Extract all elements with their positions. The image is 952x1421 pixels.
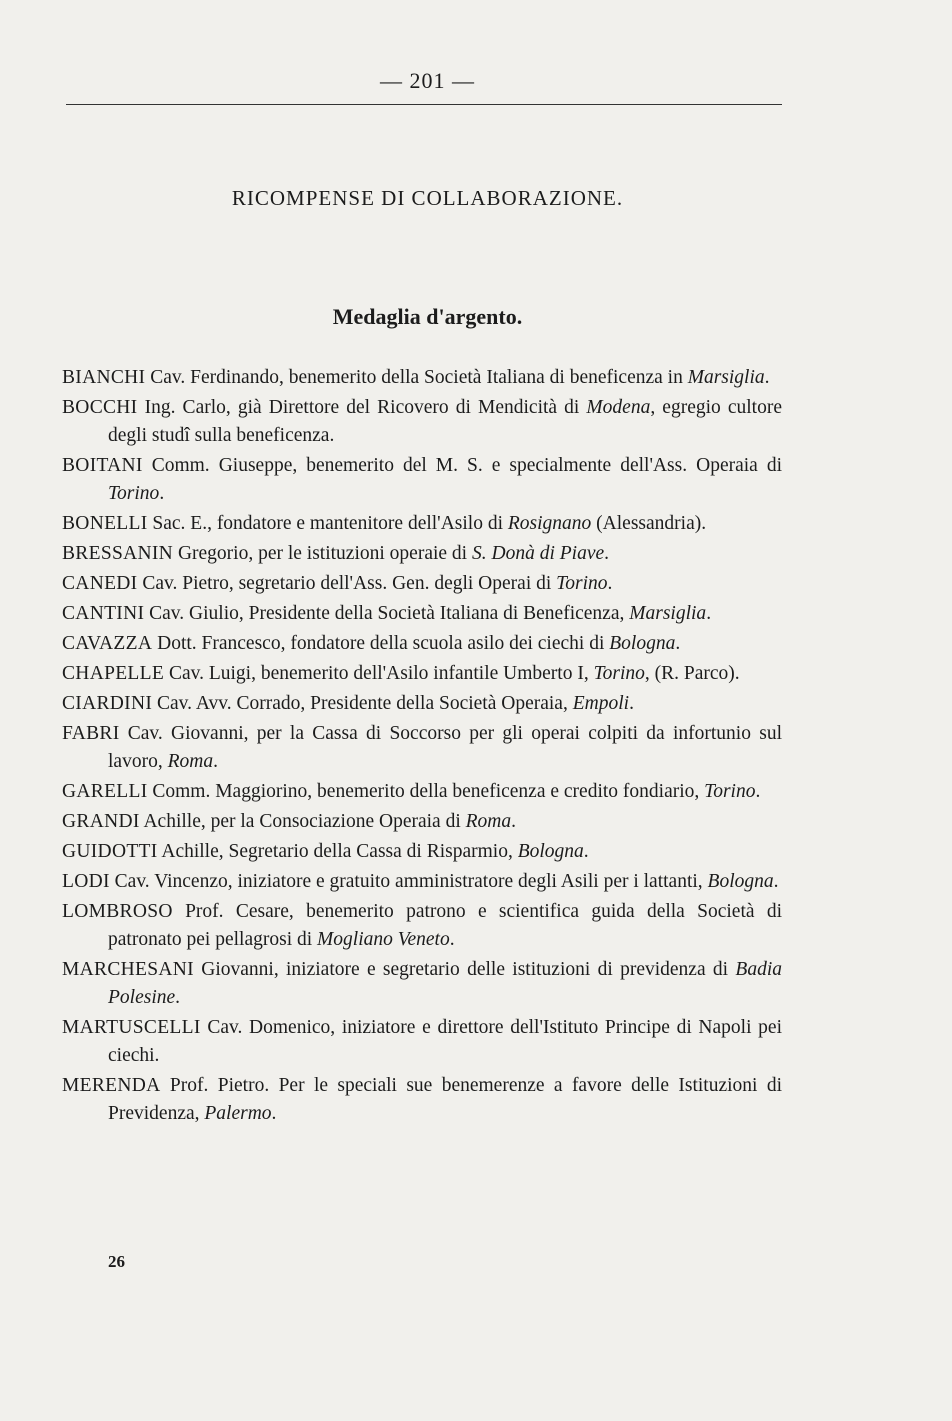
recipient-surname: CANEDI (62, 573, 138, 594)
entry-suffix: , egregio cultore degli studî sulla beneficenza. (108, 397, 783, 446)
entry-place: Palermo (204, 1103, 272, 1124)
entry-text: Prof. Cesare, benemerito patrono e scientifica guida della Società di patronato pei pellagrosi di (108, 901, 783, 950)
entry-suffix: . (271, 1103, 277, 1124)
entry-text: Cav. Luigi, benemerito dell'Asilo infantile Umberto I, (168, 663, 594, 684)
recipient-surname: GRANDI (62, 811, 140, 832)
entry-place: Roma (465, 811, 512, 832)
recipient-surname: GUIDOTTI (62, 841, 158, 862)
recipient-surname: LODI (62, 871, 110, 892)
recipient-surname: MARCHESANI (62, 959, 194, 980)
entry-suffix: . (449, 929, 455, 950)
award-list (62, 364, 782, 1130)
award-entry (62, 778, 782, 806)
subsection-title: Medaglia d'argento. (332, 304, 523, 329)
award-entry (62, 1014, 782, 1070)
entry-place: Rosignano (507, 513, 592, 534)
award-entry (62, 720, 782, 776)
entry-suffix: . (755, 781, 761, 802)
award-entry (62, 540, 782, 568)
award-entry (62, 868, 782, 896)
entry-place: Bologna (609, 633, 676, 654)
recipient-surname: BOITANI (62, 455, 143, 476)
entry-suffix: . (607, 573, 613, 594)
award-entry (62, 364, 782, 392)
award-entry (62, 808, 782, 836)
entry-text: Cav. Vincenzo, iniziatore e gratuito amministratore degli Asili per i lattanti, (114, 871, 708, 892)
entry-place: Mogliano Veneto (317, 929, 450, 950)
recipient-surname: FABRI (62, 723, 120, 744)
entry-suffix: . (213, 751, 218, 772)
award-entry (62, 898, 782, 954)
recipient-surname: MARTUSCELLI (62, 1017, 201, 1038)
award-entry (62, 394, 782, 450)
entry-text: Prof. Pietro. Per le speciali sue benemerenze a favore delle Istituzioni di Previdenza, (108, 1075, 783, 1124)
entry-text: Cav. Ferdinando, benemerito della Società Italiana di beneficenza in (150, 367, 688, 388)
entry-suffix: . (604, 543, 609, 564)
recipient-surname: BIANCHI (62, 367, 146, 388)
entry-suffix: . (629, 693, 634, 714)
entry-text: Cav. Pietro, segretario dell'Ass. Gen. degli Operai di (142, 573, 557, 594)
entry-text: Achille, per la Consociazione Operaia di (143, 811, 466, 832)
award-entry (62, 956, 782, 1012)
entry-text: Sac. E., fondatore e mantenitore dell'Asilo di (152, 513, 508, 534)
entry-place: Torino (593, 663, 645, 684)
entry-text: Cav. Domenico, iniziatore e direttore dell'Istituto Principe di Napoli pei ciechi. (108, 1017, 782, 1066)
entry-place: S. Donà di Piave (471, 543, 605, 564)
award-entry (62, 510, 782, 538)
recipient-surname: LOMBROSO (62, 901, 173, 922)
recipient-surname: CAVAZZA (62, 633, 153, 654)
entry-suffix: . (773, 871, 779, 892)
entry-place: Marsiglia (629, 603, 707, 624)
entry-place: Roma (167, 751, 214, 772)
recipient-surname: BOCCHI (62, 397, 138, 418)
recipient-surname: CIARDINI (62, 693, 153, 714)
entry-text: Giovanni, iniziatore e segretario delle istituzioni di previdenza di (201, 959, 736, 980)
recipient-surname: BRESSANIN (62, 543, 174, 564)
entry-place: Badia Polesine (108, 959, 782, 1008)
award-entry (62, 600, 782, 628)
entry-suffix: . (159, 483, 165, 504)
entry-suffix: . (511, 811, 516, 832)
entry-suffix: . (175, 987, 181, 1008)
printer-signature-mark: 26 (108, 1252, 125, 1271)
award-entry (62, 1072, 782, 1128)
entry-place: Bologna (707, 871, 774, 892)
recipient-surname: BONELLI (62, 513, 148, 534)
entry-place: Marsiglia (687, 367, 765, 388)
entry-text: Achille, Segretario della Cassa di Risparmio, (161, 841, 518, 862)
entry-place: Torino (556, 573, 608, 594)
award-entry (62, 452, 782, 508)
entry-text: Gregorio, per le istituzioni operaie di (177, 543, 472, 564)
entry-place: Bologna (517, 841, 584, 862)
entry-text: Comm. Giuseppe, benemerito del M. S. e specialmente dell'Ass. Operaia di (151, 455, 782, 476)
award-entry (62, 630, 782, 658)
entry-suffix: . (675, 633, 681, 654)
award-entry (62, 660, 782, 688)
header-rule (66, 104, 782, 105)
entry-text: Cav. Giulio, Presidente della Società Italiana di Beneficenza, (149, 603, 630, 624)
entry-text: Dott. Francesco, fondatore della scuola asilo dei ciechi di (157, 633, 610, 654)
recipient-surname: MERENDA (62, 1075, 161, 1096)
recipient-surname: CHAPELLE (62, 663, 165, 684)
entry-text: Ing. Carlo, già Direttore del Ricovero di Mendicità di (144, 397, 587, 418)
award-entry (62, 690, 782, 718)
entry-suffix: , (R. Parco). (644, 663, 740, 684)
entry-place: Empoli (572, 693, 630, 714)
entry-text: Comm. Maggiorino, benemerito della beneficenza e credito fondiario, (152, 781, 705, 802)
award-entry (62, 838, 782, 866)
entry-text: Cav. Giovanni, per la Cassa di Soccorso per gli operai colpiti da infortunio sul lavoro, (108, 723, 782, 772)
page-number: — 201 — (380, 68, 475, 93)
section-title: RICOMPENSE DI COLLABORAZIONE. (231, 186, 624, 210)
recipient-surname: GARELLI (62, 781, 148, 802)
entry-text: Cav. Avv. Corrado, Presidente della Società Operaia, (157, 693, 573, 714)
entry-place: Modena (586, 397, 651, 418)
entry-place: Torino (108, 483, 160, 504)
entry-place: Torino (704, 781, 756, 802)
award-entry (62, 570, 782, 598)
entry-suffix: . (583, 841, 589, 862)
recipient-surname: CANTINI (62, 603, 145, 624)
entry-suffix: (Alessandria). (591, 513, 707, 534)
entry-suffix: . (706, 603, 712, 624)
entry-suffix: . (764, 367, 770, 388)
